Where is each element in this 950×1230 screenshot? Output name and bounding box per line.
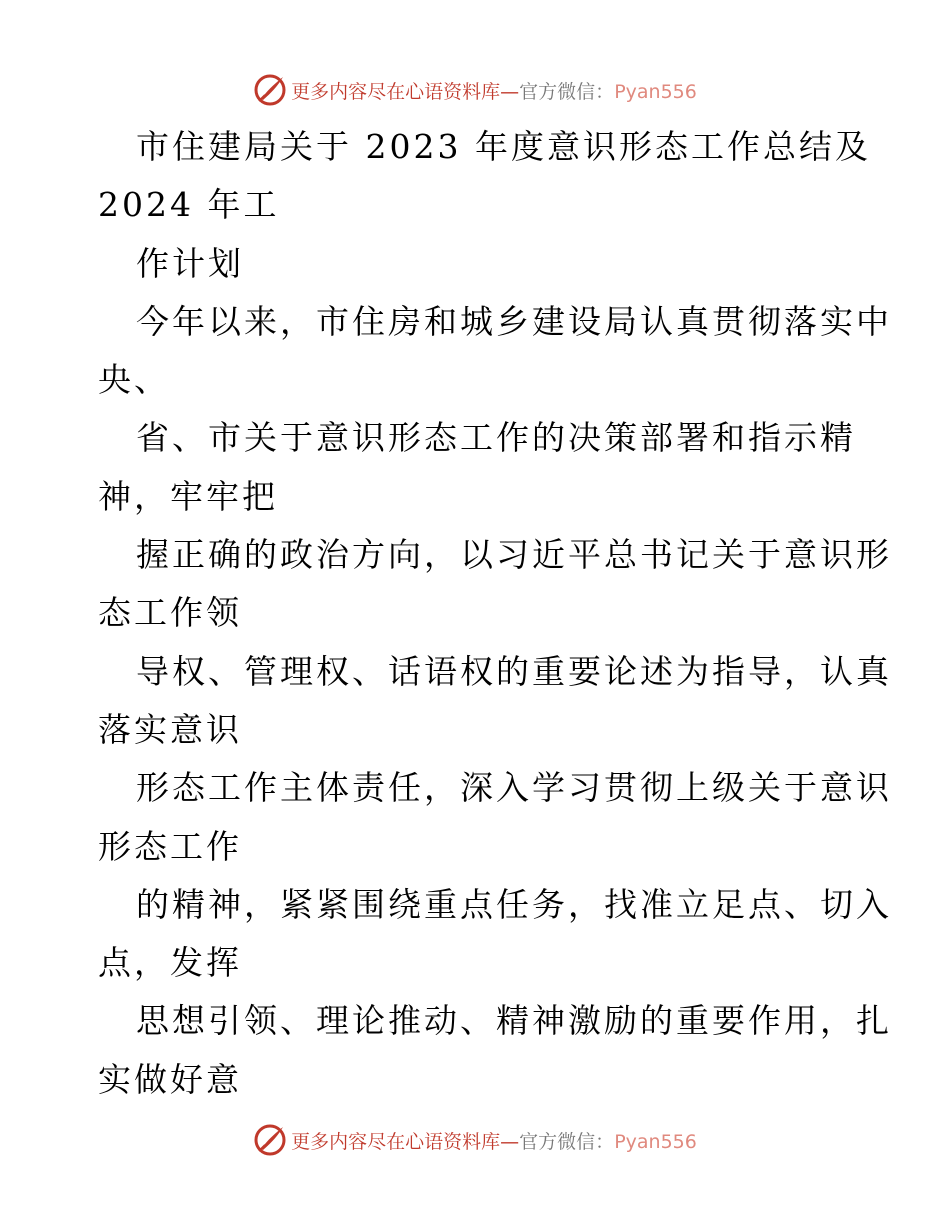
watermark-text: [291, 77, 697, 104]
watermark-banner-top: [0, 70, 950, 110]
doc-line: 2024 年工: [98, 185, 280, 225]
doc-line: 点，发挥: [98, 943, 242, 983]
watermark-banner-bottom: [0, 1120, 950, 1160]
doc-line: 的精神，紧紧围绕重点任务，找准立足点、切入: [136, 884, 892, 924]
watermark-content: [253, 1123, 697, 1157]
doc-line: 握正确的政治方向，以习近平总书记关于意识形: [136, 535, 892, 575]
feather-pen-logo-icon: [253, 1123, 287, 1157]
watermark-dash: —: [500, 1130, 520, 1153]
watermark-main-text: 更多内容尽在心语资料库: [291, 1130, 501, 1153]
watermark-official-label: 官方微信：: [519, 80, 615, 103]
watermark-content: [253, 73, 697, 107]
watermark-dash: —: [500, 80, 520, 103]
watermark-official-label: 官方微信：: [519, 1130, 615, 1153]
doc-line: 导权、管理权、话语权的重要论述为指导，认真: [136, 651, 892, 691]
doc-line: 形态工作: [98, 826, 242, 866]
doc-line: 形态工作主体责任，深入学习贯彻上级关于意识: [136, 768, 892, 808]
doc-line: 作计划: [136, 243, 244, 283]
doc-line: 实做好意: [98, 1059, 242, 1099]
feather-pen-logo-icon: [253, 73, 287, 107]
doc-line: 市住建局关于 2023 年度意识形态工作总结及: [136, 127, 871, 166]
doc-line: 神，牢牢把: [98, 476, 278, 516]
doc-line: 落实意识: [98, 709, 242, 749]
doc-line: 央、: [98, 360, 170, 400]
doc-line: 省、市关于意识形态工作的决策部署和指示精: [136, 418, 856, 458]
doc-line: 态工作领: [98, 593, 242, 633]
watermark-main-text: 更多内容尽在心语资料库: [291, 80, 501, 103]
doc-line: 今年以来，市住房和城乡建设局认真贯彻落实中: [136, 301, 892, 341]
watermark-text: [291, 1127, 697, 1154]
watermark-wechat-id: Pyan556: [614, 80, 697, 103]
doc-line: 思想引领、理论推动、精神激励的重要作用，扎: [136, 1001, 892, 1041]
watermark-wechat-id: Pyan556: [614, 1130, 697, 1153]
document-body: [98, 118, 892, 1109]
